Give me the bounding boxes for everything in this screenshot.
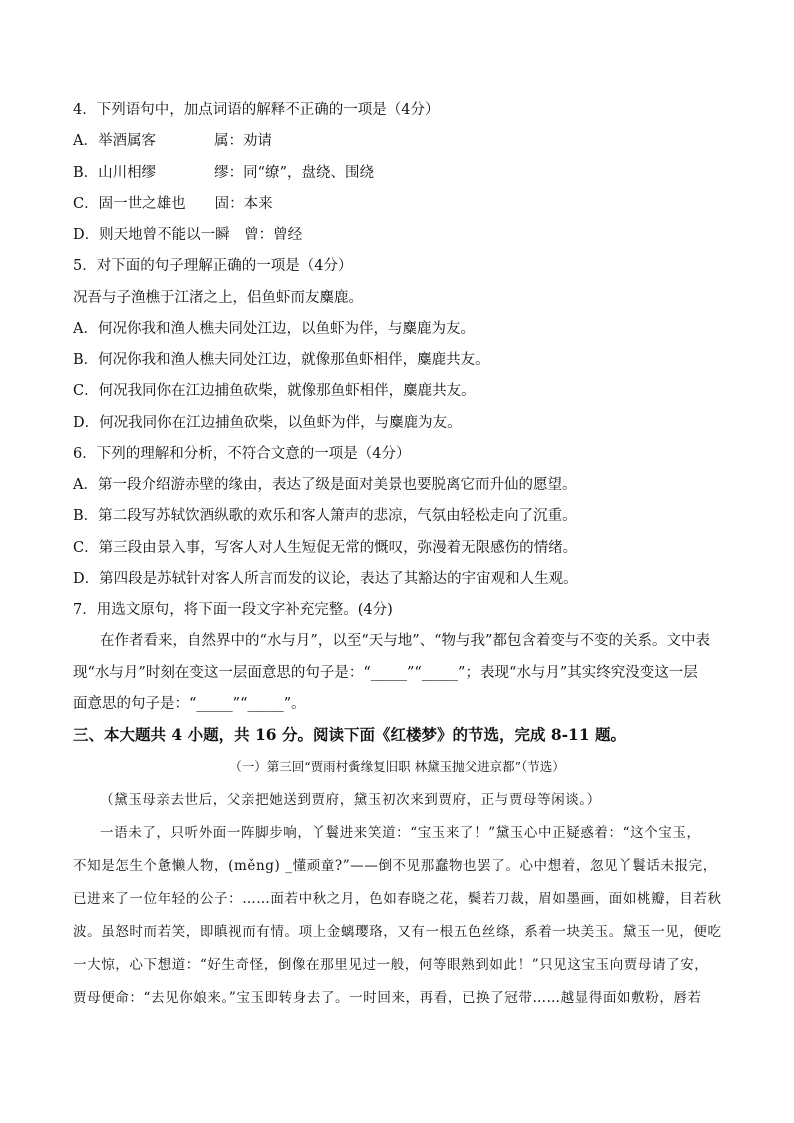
passage-line-5: 一大惊，心下想道：“好生奇怪，倒像在那里见过一般，何等眼熟到如此！”只见这宝玉向贾母请了安， xyxy=(73,957,709,973)
passage-line-6: 贾母便命：“去见你娘来。”宝玉即转身去了。一时回来，再看，已换了冠带……越显得面如敷粉，唇若 xyxy=(73,990,702,1006)
question-4-option-c: C．固一世之雄也 固：本来 xyxy=(73,196,273,212)
question-6-stem: 6．下列的理解和分析，不符合文意的一项是（4分） xyxy=(73,446,411,462)
question-5-option-b: B．何况你我和渔人樵夫同处江边，就像那鱼虾相伴，麋鹿共友。 xyxy=(73,352,490,368)
question-4-option-a: A．举酒属客 属：劝请 xyxy=(73,133,272,149)
question-4-option-d: D．则天地曾不能以一瞬 曾：曾经 xyxy=(73,227,303,243)
question-7-paragraph-line-1: 在作者看来，自然界中的“水与月”，以至“天与地”、“物与我”都包含着变与不变的关系。文中表 xyxy=(100,633,710,649)
question-5-option-c: C．何况我同你在江边捕鱼砍柴，就像那鱼虾相伴，麋鹿共友。 xyxy=(73,383,476,399)
question-5-sentence: 况吾与子渔樵于江渚之上，侣鱼虾而友麋鹿。 xyxy=(73,290,363,306)
passage-line-4: 波。虽怒时而若笑，即瞋视而有情。项上金螭璎珞，又有一根五色丝绦，系着一块美玉。黛玉一见，便吃 xyxy=(73,924,722,940)
passage-line-2: 不知是怎生个惫懒人物，(měng) _懂顽童?”——倒不见那蠢物也罢了。心中想着，忽见丫鬟话未报完， xyxy=(73,858,717,874)
section-3-subtitle: （一）第三回“贾雨村夤缘复旧职 林黛玉抛父进京都”（节选） xyxy=(229,759,565,774)
question-6-option-b: B．第二段写苏轼饮酒纵歌的欢乐和客人箫声的悲凉，气氛由轻松走向了沉重。 xyxy=(73,508,577,524)
question-4-option-b: B．山川相缪 缪：同“缭”，盘绕、围绕 xyxy=(73,165,374,181)
question-7-paragraph-line-2: 现“水与月”时刻在变这一层面意思的句子是：“_____”“_____”；表现“水与月”其实终究没变这一层 xyxy=(73,665,698,681)
section-3-heading: 三、本大题共 4 小题，共 16 分。阅读下面《红楼梦》的节选，完成 8-11 题。 xyxy=(73,725,627,744)
passage-line-3: 已进来了一位年轻的公子：……面若中秋之月，色如春晓之花，鬓若刀裁，眉如墨画，面如桃瓣，目若秋 xyxy=(73,891,722,907)
question-4-stem: 4．下列语句中，加点词语的解释不正确的一项是（4分） xyxy=(73,102,440,118)
section-3-intro: （黛玉母亲去世后，父亲把她送到贾府，黛玉初次来到贾府，正与贾母等闲谈。） xyxy=(100,792,601,808)
question-6-option-a: A．第一段介绍游赤壁的缘由，表达了级是面对美景也要脱离它而升仙的愿望。 xyxy=(73,477,577,493)
question-7-paragraph-line-3: 面意思的句子是：“_____”“_____”。 xyxy=(73,696,306,712)
question-6-option-c: C．第三段由景入事，写客人对人生短促无常的慨叹，弥漫着无限感伤的情绪。 xyxy=(73,540,578,556)
question-5-stem: 5．对下面的句子理解正确的一项是（4分） xyxy=(73,258,353,274)
passage-line-1: 一语未了，只听外面一阵脚步响，丫鬟进来笑道：“宝玉来了！”黛玉心中正疑惑着：“这个宝玉， xyxy=(100,825,701,841)
question-6-option-d: D．第四段是苏轼针对客人所言而发的议论，表达了其豁达的宇宙观和人生观。 xyxy=(73,571,578,587)
question-5-option-d: D．何况我同你在江边捕鱼砍柴，以鱼虾为伴，与麋鹿为友。 xyxy=(73,415,462,431)
question-5-option-a: A．何况你我和渔人樵夫同处江边，以鱼虾为伴，与麋鹿为友。 xyxy=(73,321,475,337)
question-7-stem: 7．用选文原句，将下面一段文字补充完整。(4分) xyxy=(73,602,393,618)
